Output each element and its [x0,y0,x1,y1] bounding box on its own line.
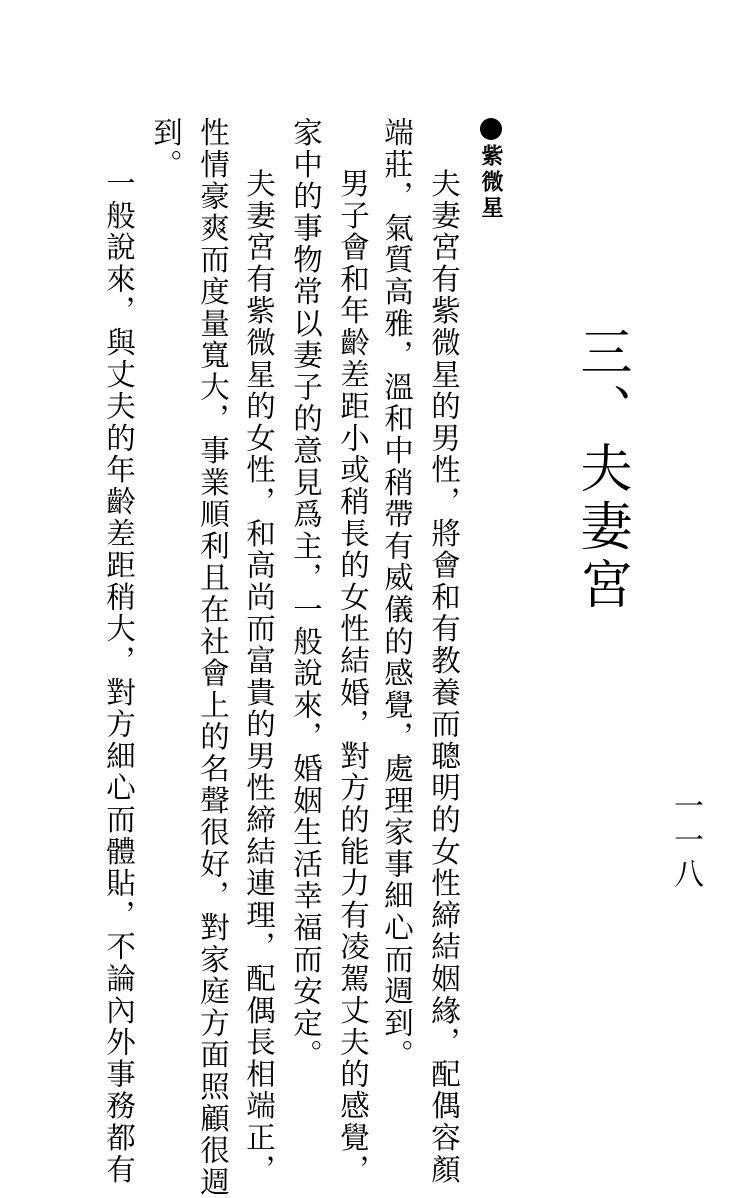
text-column-3: 男子會和年齡差距小或稍長的女性結婚，對方的能力有凌駕丈夫的感覺， [336,168,370,1186]
text-column-6: 性情豪爽而度量寬大，事業順利且在社會上的名聲很好，對家庭方面照顧很週 [196,117,230,1198]
text-column-2: 端莊，氣質高雅，溫和中稍帶有威儀的感覺，處理家事細心而週到。 [380,117,414,1071]
chapter-title: 三、夫妻宮 [571,325,631,615]
bullet-icon [480,118,502,140]
section-label: 紫微星 [478,144,504,222]
page-number: 一一八 [668,790,703,892]
section-heading [476,118,506,222]
text-column-7: 到。 [149,117,183,181]
text-column-8: 一般說來，與丈夫的年齡差距稍大，對方細心而體貼，不論內外事務都有 [102,168,136,1186]
text-column-1: 夫妻宮有紫微星的男性，將會和有教養而聰明的女性締結姻緣，配偶容顏 [427,168,461,1186]
text-column-5: 夫妻宮有紫微星的女性，和高尚而富貴的男性締結連理，配偶長相端正， [242,168,276,1186]
text-column-4: 家中的事物常以妻子的意見爲主，一般說來，婚姻生活幸福而安定。 [289,117,323,1071]
